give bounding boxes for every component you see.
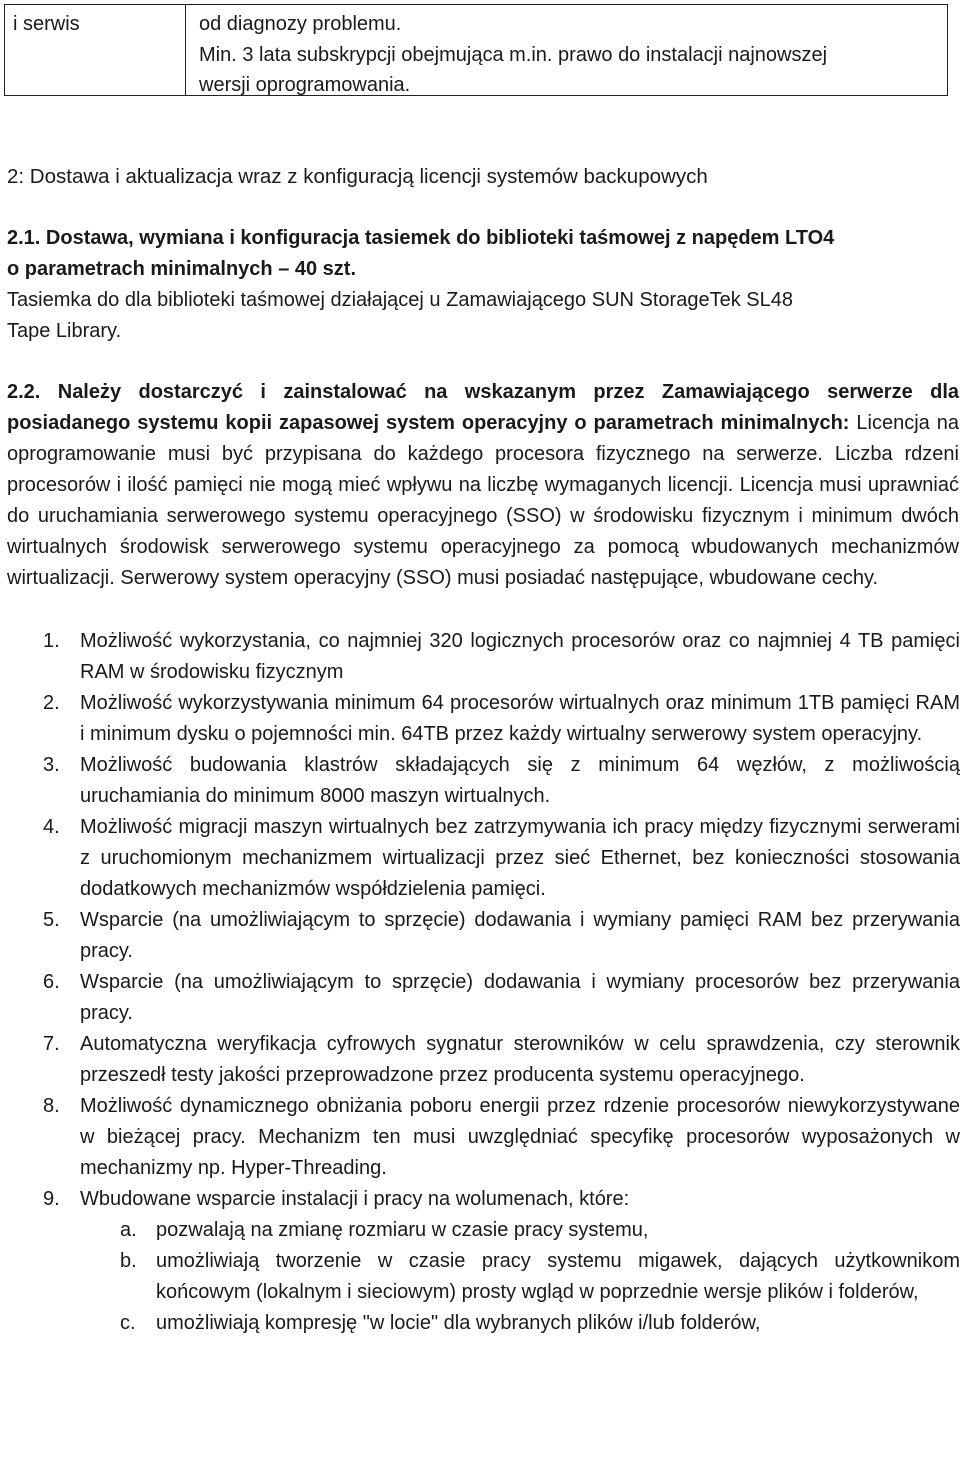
table-cell-line: Min. 3 lata subskrypcji obejmująca m.in. prawo do instalacji najnowszej [199, 43, 828, 66]
table-cell-right [186, 5, 947, 95]
list-item-text: Wsparcie (na umożliwiającym to sprzęcie) dodawania i wymiany procesorów bez przerywania pracy. [80, 971, 960, 1024]
list-number: 6. [43, 971, 60, 993]
list-number: 1. [43, 630, 60, 652]
subsection-2-2 [7, 377, 959, 594]
list-item-text: Możliwość dynamicznego obniżania poboru energii przez rdzenie procesorów niewykorzystywane w bieżącej pracy. Mechanizm ten musi uwzględniać specyfikę procesorów wyposażonych w mechanizmy np. Hyper-Threading. [80, 1095, 960, 1179]
sub-list-item-text: pozwalają na zmianę rozmiaru w czasie pracy systemu, [156, 1219, 649, 1241]
list-number: 2. [43, 692, 60, 714]
list-item-text: Automatyczna weryfikacja cyfrowych sygnatur sterowników w celu sprawdzenia, czy sterownik przeszedł testy jakości przeprowadzone przez producenta systemu operacyjnego. [80, 1033, 960, 1086]
section-heading: 2: Dostawa i aktualizacja wraz z konfiguracją licencji systemów backupowych [7, 165, 708, 188]
paragraph-text: Licencja na oprogramowanie musi być przypisana do każdego procesora fizycznego na serwerze. Liczba rdzeni procesorów i ilość pamięci nie mogą mieć wpływu na liczbę wymaganych licencji. Licencja musi uprawniać do uruchamiania serwerowego systemu operacyjnego (SSO) w środowisku fizycznym i minimum dwóch wirtualnych środowisk serwerowego systemu operacyjnego za pomocą wbudowanych mechanizmów wirtualizacji. Serwerowy system operacyjny (SSO) musi posiadać następujące, wbudowane cechy. [7, 412, 959, 589]
sub-list-letter: c. [120, 1312, 136, 1334]
list-item-text: Możliwość wykorzystania, co najmniej 320 logicznych procesorów oraz co najmniej 4 TB pamięci RAM w środowisku fizycznym [80, 630, 960, 683]
subsection-heading-line: 2.1. Dostawa, wymiana i konfiguracja tasiemek do biblioteki taśmowej z napędem LTO4 [7, 227, 835, 249]
list-item-text: Możliwość budowania klastrów składających się z minimum 64 węzłów, z możliwością uruchamiania do minimum 8000 maszyn wirtualnych. [80, 754, 960, 807]
list-item [0, 812, 960, 905]
list-item [0, 750, 960, 812]
list-item-text: Wsparcie (na umożliwiającym to sprzęcie) dodawania i wymiany pamięci RAM bez przerywania pracy. [80, 909, 960, 962]
sub-list-letter: a. [120, 1219, 137, 1241]
list-item [0, 1029, 960, 1091]
list-number: 3. [43, 754, 60, 776]
sub-list-item [80, 1246, 960, 1308]
requirements-list [0, 626, 960, 1339]
sub-list [80, 1215, 960, 1339]
list-number: 7. [43, 1033, 60, 1055]
sub-list-item [80, 1215, 960, 1246]
list-number: 5. [43, 909, 60, 931]
table-cell-line: od diagnozy problemu. [199, 13, 402, 35]
list-item [0, 1091, 960, 1184]
table-row [4, 4, 948, 96]
sub-list-letter: b. [120, 1250, 137, 1272]
sub-list-item [80, 1308, 960, 1339]
list-number: 4. [43, 816, 60, 838]
list-number: 9. [43, 1188, 60, 1210]
list-item [0, 626, 960, 688]
list-item-text: Wbudowane wsparcie instalacji i pracy na wolumenach, które: [80, 1188, 630, 1210]
subsection-text-line: Tasiemka do dla biblioteki taśmowej działającej u Zamawiającego SUN StorageTek SL48 [7, 289, 793, 311]
table-cell-line: wersji oprogramowania. [199, 74, 411, 96]
list-item [0, 967, 960, 1029]
sub-list-item-text: umożliwiają kompresję "w locie" dla wybranych plików i/lub folderów, [156, 1312, 761, 1334]
list-item [0, 1184, 960, 1339]
list-item-text: Możliwość wykorzystywania minimum 64 procesorów wirtualnych oraz minimum 1TB pamięci RAM i minimum dysku o pojemności min. 64TB przez każdy wirtualny serwerowy system operacyjny. [80, 692, 960, 745]
list-number: 8. [43, 1095, 60, 1117]
list-item [0, 688, 960, 750]
list-item [0, 905, 960, 967]
sub-list-item-text: umożliwiają tworzenie w czasie pracy systemu migawek, dających użytkownikom końcowym (lokalnym i sieciowym) prosty wgląd w poprzednie wersje plików i folderów, [156, 1250, 960, 1303]
subsection-heading-line: o parametrach minimalnych – 40 szt. [7, 258, 357, 280]
table-cell-left [5, 5, 186, 95]
list-item-text: Możliwość migracji maszyn wirtualnych bez zatrzymywania ich pracy między fizycznymi serwerami z uruchomionym mechanizmem wirtualizacji przez sieć Ethernet, bez konieczności stosowania dodatkowych mechanizmów współdzielenia pamięci. [80, 816, 960, 900]
table-cell-text: i serwis [13, 13, 80, 35]
subsection-2-1 [7, 223, 959, 347]
subsection-text-line: Tape Library. [7, 320, 122, 342]
subsection-heading: 2.2. Należy dostarczyć i zainstalować na wskazanym przez Zamawiającego serwerze dla posiadanego systemu kopii zapasowej system operacyjny o parametrach minimalnych: [7, 381, 959, 434]
